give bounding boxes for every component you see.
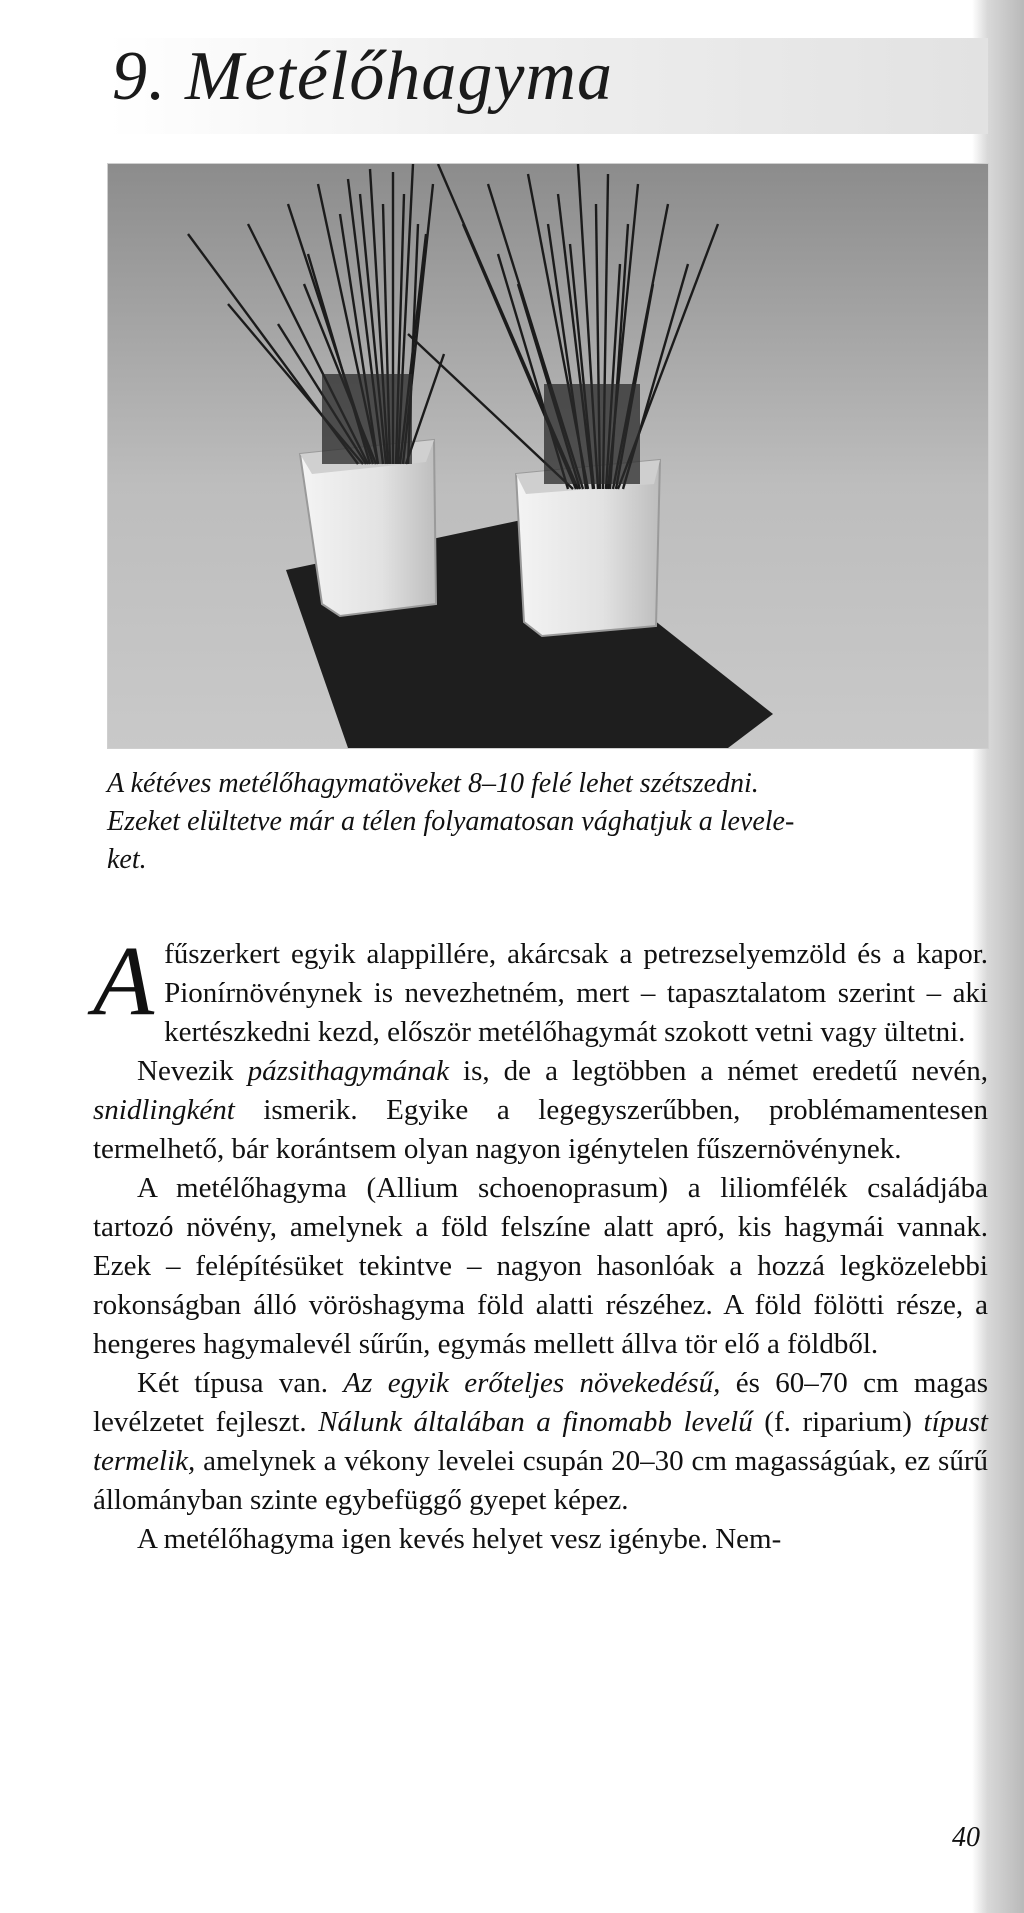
page-number: 40 <box>952 1822 980 1853</box>
paragraph-2-text-e: ismerik. Egyike a legegyszerűbben, problémamentesen termelhető, bár korántsem olyan nagyon igénytelen fűszernövénynek. <box>93 1094 988 1165</box>
paragraph-4-emphasis-f: típust termelik, <box>93 1406 988 1477</box>
paragraph-4-text-a: Két típusa van. <box>137 1367 344 1399</box>
paragraph-5: A metélőhagyma igen kevés helyet vesz igénybe. Nem- <box>137 1523 782 1555</box>
paragraph-3: A metélőhagyma (Allium schoenoprasum) a liliomfélék családjába tartozó növény, amelynek a föld felszíne alatt apró, kis hagymái vannak. Ezek – felépítésüket tekintve – nagyon hasonlóak a hozzá legközelebbi rokonságban álló vöröshagyma föld alatti részéhez. A föld fölötti része, a hengeres hagymalevél sűrűn, egymás mellett állva tör elő a földből. <box>93 1172 988 1360</box>
caption-line-1: A kétéves metélőhagymatöveket 8–10 felé lehet szétszedni. <box>107 768 759 799</box>
term-snidling: snidlingként <box>93 1094 235 1126</box>
caption-line-2: Ezeket elültetve már a télen folyamatosan vághatjuk a levele- <box>107 806 795 837</box>
paragraph-2-text-c: is, de a legtöbben a német eredetű nevén, <box>449 1055 988 1087</box>
drop-cap: A <box>93 925 155 1036</box>
paragraph-2 <box>93 1052 988 1169</box>
article-body <box>93 925 988 1559</box>
paragraph-1 <box>93 925 988 1052</box>
paragraph-4 <box>93 1364 988 1520</box>
paragraph-4-text-e: (f. riparium) <box>752 1406 924 1438</box>
paragraph-2-text-a: Nevezik <box>137 1055 248 1087</box>
paragraph-4-emphasis-b: Az egyik erőteljes növekedésű, <box>343 1367 721 1399</box>
paragraph-4-text-g: amelynek a vékony levelei csupán 20–30 cm magasságúak, ez sűrű állományban szinte egybefüggő gyepet képez. <box>93 1445 988 1516</box>
figure-caption <box>107 765 987 879</box>
page-title: 9. Metélőhagyma <box>112 38 613 115</box>
paragraph-4-text-c: és 60–70 cm magas levélzetet fejleszt. <box>93 1367 988 1438</box>
paragraph-1-text: fűszerkert egyik alappillére, akárcsak a petrezselyemzöld és a kapor. Pionírnövénynek is nevezhetném, mert – tapasztalatom szerint – aki kertészkedni kezd, először metélőhagymát szokott vetni vagy ültetni. <box>164 938 988 1048</box>
term-pazsithagyma: pázsithagymának <box>247 1055 450 1087</box>
caption-line-3: ket. <box>107 844 147 875</box>
chives-photo <box>107 163 989 749</box>
paragraph-4-emphasis-d: Nálunk általában a finomabb levelű <box>318 1406 753 1438</box>
